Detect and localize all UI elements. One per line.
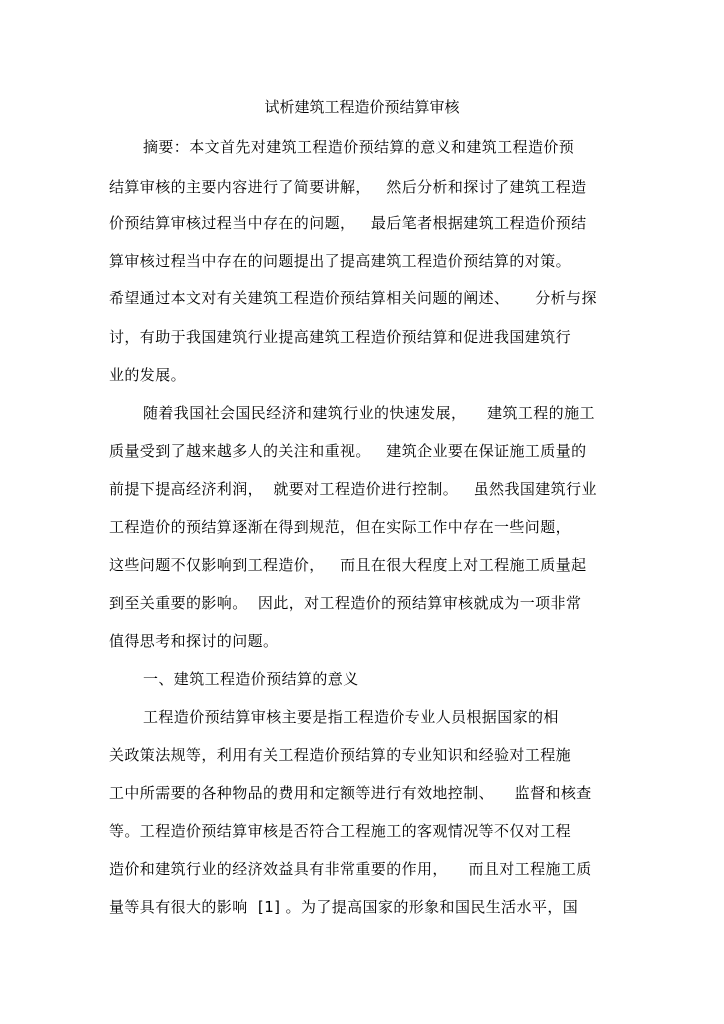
paragraph-line: 等。工程造价预结算审核是否符合工程施工的客观情况等不仅对工程 — [109, 822, 572, 840]
paragraph-line: 关政策法规等，利用有关工程造价预结算的专业知识和经验对工程施 — [109, 746, 572, 764]
paragraph-line: 到至关重要的影响。 因此，对工程造价的预结算审核就成为一项非常 — [109, 594, 582, 612]
section-heading: 一、建筑工程造价预结算的意义 — [143, 670, 359, 688]
document-title: 试析建筑工程造价预结算审核 — [264, 98, 460, 116]
paragraph-line: 这些问题不仅影响到工程造价， 而且在很大程度上对工程施工质量起 — [109, 556, 587, 574]
paragraph-line: 量等具有很大的影响 [1] 。为了提高国家的形象和国民生活水平，国 — [109, 898, 579, 916]
paragraph-line: 结算审核的主要内容进行了简要讲解， 然后分析和探讨了建筑工程造 — [109, 178, 587, 196]
paragraph-line: 希望通过本文对有关建筑工程造价预结算相关问题的阐述、 分析与探 — [109, 289, 597, 307]
paragraph-line: 工中所需要的各种物品的费用和定额等进行有效地控制、 监督和核查 — [109, 784, 592, 802]
paragraph-line: 讨，有助于我国建筑行业提高建筑工程造价预结算和促进我国建筑行 — [109, 328, 572, 346]
paragraph-line: 造价和建筑行业的经济效益具有非常重要的作用， 而且对工程施工质 — [109, 860, 592, 878]
paragraph-line: 价预结算审核过程当中存在的问题， 最后笔者根据建筑工程造价预结 — [109, 214, 587, 232]
paragraph-line: 算审核过程当中存在的问题提出了提高建筑工程造价预结算的对策。 — [109, 252, 572, 270]
paragraph-line: 前提下提高经济利润， 就要对工程造价进行控制。 虽然我国建筑行业 — [109, 480, 597, 498]
paragraph-line: 质量受到了越来越多人的关注和重视。 建筑企业要在保证施工质量的 — [109, 442, 587, 460]
paragraph-line: 值得思考和探讨的问题。 — [109, 632, 279, 650]
paragraph-line: 工程造价预结算审核主要是指工程造价专业人员根据国家的相 — [143, 708, 559, 726]
paragraph-line: 摘要：本文首先对建筑工程造价预结算的意义和建筑工程造价预 — [143, 138, 575, 156]
paragraph-line: 随着我国社会国民经济和建筑行业的快速发展， 建筑工程的施工 — [143, 404, 595, 422]
paragraph-line: 业的发展。 — [109, 366, 187, 384]
paragraph-line: 工程造价的预结算逐渐在得到规范，但在实际工作中存在一些问题， — [109, 518, 572, 536]
